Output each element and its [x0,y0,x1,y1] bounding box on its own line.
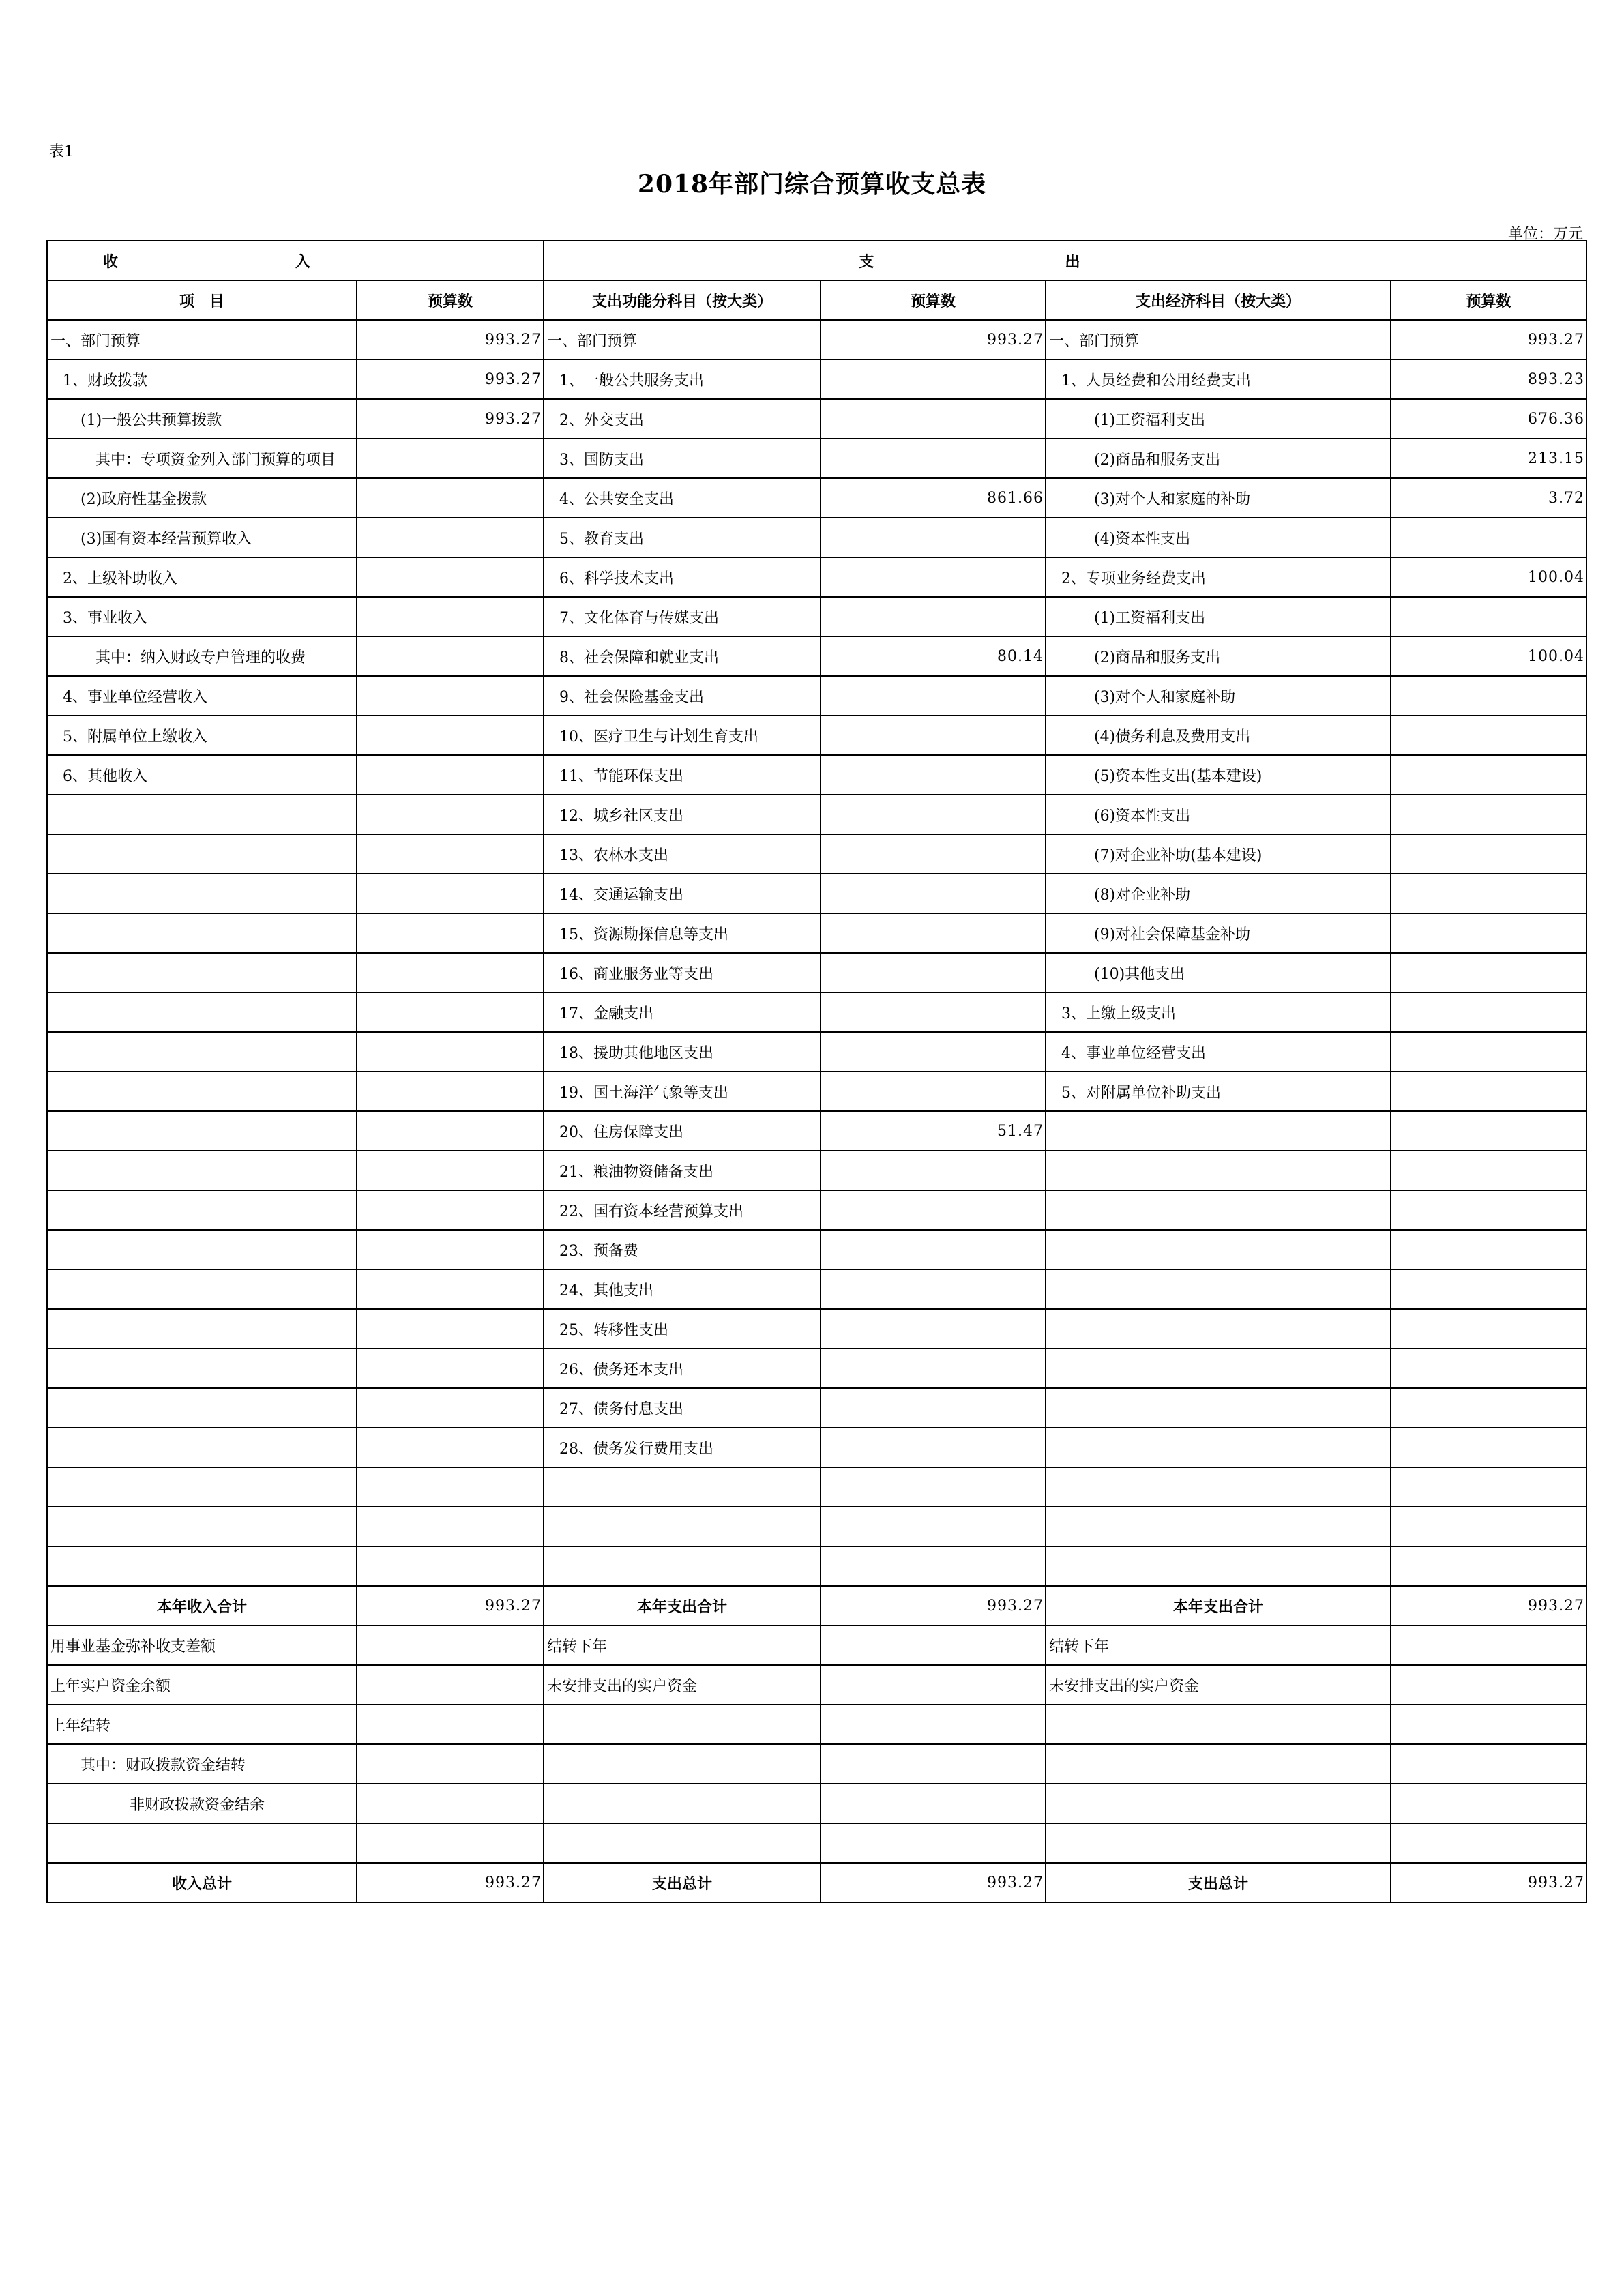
func-item-cell: 未安排支出的实户资金 [544,1665,821,1705]
income-item-cell: 其中：纳入财政专户管理的收费 [47,636,357,676]
income-item-cell: 用事业基金弥补收支差额 [47,1625,357,1665]
econ-budget-cell [1391,795,1586,834]
func-item-cell: 17、金融支出 [544,992,821,1032]
income-budget-cell [357,1111,544,1151]
econ-budget-cell [1391,1388,1586,1428]
income-item-cell [47,1467,357,1507]
func-budget-cell: 51.47 [821,1111,1046,1151]
income-budget-cell [357,1784,544,1823]
func-item-cell: 13、农林水支出 [544,834,821,874]
income-budget-cell [357,1269,544,1309]
econ-budget-cell: 3.72 [1391,478,1586,518]
func-budget-cell [821,874,1046,913]
econ-budget-cell [1391,1507,1586,1546]
econ-budget-cell [1391,913,1586,953]
income-budget-cell [357,1467,544,1507]
func-item-cell: 结转下年 [544,1625,821,1665]
table-row [47,716,1586,755]
func-item-cell: 6、科学技术支出 [544,557,821,597]
econ-item-cell [1046,1428,1391,1467]
econ-budget-cell [1391,1230,1586,1269]
func-item-cell: 28、债务发行费用支出 [544,1428,821,1467]
econ-budget-cell [1391,1309,1586,1349]
table-row [47,1744,1586,1784]
income-budget-cell [357,1744,544,1784]
func-budget-cell [821,834,1046,874]
econ-item-cell [1046,1151,1391,1190]
table-row [47,1032,1586,1072]
econ-item-cell: (2)商品和服务支出 [1046,636,1391,676]
econ-item-cell: (6)资本性支出 [1046,795,1391,834]
func-item-cell: 19、国土海洋气象等支出 [544,1072,821,1111]
col-header-item: 项 目 [47,280,357,320]
income-budget-cell [357,1665,544,1705]
econ-budget-cell: 993.27 [1391,1863,1586,1902]
table-row [47,1111,1586,1151]
econ-item-cell [1046,1546,1391,1586]
func-item-cell: 7、文化体育与传媒支出 [544,597,821,636]
econ-item-cell [1046,1784,1391,1823]
econ-budget-cell [1391,1111,1586,1151]
econ-item-cell: (1)工资福利支出 [1046,399,1391,439]
income-item-cell [47,1111,357,1151]
table-row [47,676,1586,716]
budget-table [46,240,1587,1903]
income-item-cell [47,1428,357,1467]
econ-item-cell: 本年支出合计 [1046,1586,1391,1625]
func-budget-cell [821,359,1046,399]
func-budget-cell [821,1230,1046,1269]
econ-item-cell [1046,1388,1391,1428]
func-item-cell [544,1507,821,1546]
table-row [47,834,1586,874]
func-budget-cell [821,755,1046,795]
income-budget-cell [357,1705,544,1744]
func-item-cell: 21、粮油物资储备支出 [544,1151,821,1190]
func-budget-cell [821,1190,1046,1230]
col-header-income-budget: 预算数 [357,280,544,320]
income-budget-cell: 993.27 [357,1863,544,1902]
table-row [47,874,1586,913]
income-budget-cell [357,1428,544,1467]
econ-budget-cell: 100.04 [1391,636,1586,676]
econ-budget-cell [1391,992,1586,1032]
econ-budget-cell [1391,1705,1586,1744]
econ-budget-cell [1391,834,1586,874]
income-item-cell: 2、上级补助收入 [47,557,357,597]
econ-budget-cell [1391,1428,1586,1467]
func-budget-cell: 861.66 [821,478,1046,518]
func-budget-cell [821,795,1046,834]
income-budget-cell [357,1032,544,1072]
func-budget-cell [821,1032,1046,1072]
income-item-cell: 本年收入合计 [47,1586,357,1625]
econ-item-cell: 一、部门预算 [1046,320,1391,359]
table-row [47,1507,1586,1546]
func-budget-cell [821,1784,1046,1823]
func-item-cell [544,1784,821,1823]
econ-budget-cell [1391,1784,1586,1823]
income-budget-cell [357,834,544,874]
econ-budget-cell [1391,1349,1586,1388]
econ-budget-cell [1391,953,1586,992]
income-budget-cell [357,1072,544,1111]
col-header-func-budget: 预算数 [821,280,1046,320]
func-item-cell: 一、部门预算 [544,320,821,359]
func-item-cell [544,1705,821,1744]
income-budget-cell [357,1230,544,1269]
econ-budget-cell [1391,716,1586,755]
func-budget-cell [821,913,1046,953]
income-group-label: 收入 [103,252,488,271]
table-row [47,399,1586,439]
income-budget-cell [357,557,544,597]
income-budget-cell [357,1151,544,1190]
func-item-cell: 2、外交支出 [544,399,821,439]
table-row [47,1309,1586,1349]
expense-group-label: 支出 [859,252,1271,271]
func-budget-cell [821,1349,1046,1388]
income-item-cell [47,1269,357,1309]
func-budget-cell [821,953,1046,992]
col-header-econ: 支出经济科目（按大类） [1046,280,1391,320]
econ-budget-cell [1391,1151,1586,1190]
income-item-cell [47,1546,357,1586]
col-header-func: 支出功能分科目（按大类） [544,280,821,320]
func-budget-cell [821,716,1046,755]
econ-item-cell [1046,1744,1391,1784]
table-row [47,913,1586,953]
expense-group-header [544,241,1586,280]
table-row [47,1784,1586,1823]
func-budget-cell: 993.27 [821,320,1046,359]
func-budget-cell [821,518,1046,557]
func-budget-cell [821,1467,1046,1507]
econ-budget-cell: 100.04 [1391,557,1586,597]
econ-budget-cell: 993.27 [1391,1586,1586,1625]
econ-item-cell [1046,1309,1391,1349]
func-item-cell: 3、国防支出 [544,439,821,478]
table-row [47,1665,1586,1705]
econ-budget-cell: 993.27 [1391,320,1586,359]
func-item-cell: 10、医疗卫生与计划生育支出 [544,716,821,755]
income-budget-cell [357,597,544,636]
table-row [47,359,1586,399]
econ-item-cell: (7)对企业补助(基本建设) [1046,834,1391,874]
income-budget-cell [357,1823,544,1863]
econ-budget-cell [1391,874,1586,913]
econ-item-cell: 3、上缴上级支出 [1046,992,1391,1032]
income-budget-cell [357,1625,544,1665]
income-budget-cell: 993.27 [357,399,544,439]
econ-item-cell: 支出总计 [1046,1863,1391,1902]
func-budget-cell [821,992,1046,1032]
income-item-cell [47,1388,357,1428]
func-item-cell: 14、交通运输支出 [544,874,821,913]
func-budget-cell [821,1823,1046,1863]
income-budget-cell [357,992,544,1032]
table-row [47,755,1586,795]
income-item-cell: 其中：财政拨款资金结转 [47,1744,357,1784]
income-item-cell: 其中：专项资金列入部门预算的项目 [47,439,357,478]
econ-budget-cell [1391,755,1586,795]
table-row [47,518,1586,557]
table-row [47,953,1586,992]
table-row [47,557,1586,597]
func-item-cell: 9、社会保险基金支出 [544,676,821,716]
econ-budget-cell [1391,597,1586,636]
table-row [47,1151,1586,1190]
table-row [47,1388,1586,1428]
income-item-cell [47,1151,357,1190]
econ-item-cell: (9)对社会保障基金补助 [1046,913,1391,953]
unit-label: 单位：万元 [1507,226,1583,243]
table-row [47,1467,1586,1507]
func-item-cell: 8、社会保障和就业支出 [544,636,821,676]
func-budget-cell [821,1309,1046,1349]
func-budget-cell: 80.14 [821,636,1046,676]
econ-item-cell: 5、对附属单位补助支出 [1046,1072,1391,1111]
econ-item-cell [1046,1349,1391,1388]
income-item-cell [47,1309,357,1349]
table-row [47,1625,1586,1665]
table-row [47,478,1586,518]
func-item-cell [544,1823,821,1863]
income-budget-cell [357,795,544,834]
econ-budget-cell [1391,1665,1586,1705]
func-budget-cell [821,1151,1046,1190]
table-row [47,1190,1586,1230]
func-item-cell: 支出总计 [544,1863,821,1902]
func-budget-cell: 993.27 [821,1586,1046,1625]
income-budget-cell [357,1349,544,1388]
func-item-cell: 15、资源勘探信息等支出 [544,913,821,953]
income-item-cell: 上年实户资金余额 [47,1665,357,1705]
income-item-cell: 上年结转 [47,1705,357,1744]
func-budget-cell [821,439,1046,478]
econ-budget-cell [1391,1546,1586,1586]
income-budget-cell [357,439,544,478]
func-budget-cell [821,1665,1046,1705]
econ-item-cell: (4)资本性支出 [1046,518,1391,557]
func-item-cell: 12、城乡社区支出 [544,795,821,834]
income-budget-cell [357,716,544,755]
income-budget-cell: 993.27 [357,320,544,359]
econ-item-cell: (3)对个人和家庭补助 [1046,676,1391,716]
func-budget-cell [821,1705,1046,1744]
econ-budget-cell [1391,1190,1586,1230]
func-item-cell: 27、债务付息支出 [544,1388,821,1428]
func-budget-cell [821,1744,1046,1784]
income-budget-cell [357,478,544,518]
income-budget-cell [357,518,544,557]
income-budget-cell [357,874,544,913]
econ-item-cell: (5)资本性支出(基本建设) [1046,755,1391,795]
econ-budget-cell [1391,1823,1586,1863]
func-item-cell: 22、国有资本经营预算支出 [544,1190,821,1230]
func-item-cell [544,1744,821,1784]
func-budget-cell [821,1546,1046,1586]
income-item-cell: (2)政府性基金拨款 [47,478,357,518]
func-budget-cell [821,1388,1046,1428]
column-header-row [47,280,1586,320]
income-item-cell [47,1349,357,1388]
econ-item-cell [1046,1467,1391,1507]
income-item-cell [47,1230,357,1269]
income-item-cell [47,1190,357,1230]
income-budget-cell [357,1388,544,1428]
func-item-cell: 23、预备费 [544,1230,821,1269]
econ-budget-cell [1391,1744,1586,1784]
table-row [47,1230,1586,1269]
func-budget-cell [821,557,1046,597]
econ-item-cell [1046,1230,1391,1269]
table-row [47,992,1586,1032]
table-row [47,795,1586,834]
income-budget-cell [357,1190,544,1230]
func-item-cell: 24、其他支出 [544,1269,821,1309]
income-budget-cell [357,636,544,676]
func-item-cell: 25、转移性支出 [544,1309,821,1349]
income-item-cell [47,992,357,1032]
income-budget-cell: 993.27 [357,359,544,399]
func-item-cell: 5、教育支出 [544,518,821,557]
func-item-cell: 1、一般公共服务支出 [544,359,821,399]
econ-budget-cell [1391,676,1586,716]
table-row [47,1705,1586,1744]
table-label: 表1 [49,143,74,160]
func-item-cell: 4、公共安全支出 [544,478,821,518]
econ-item-cell [1046,1269,1391,1309]
income-budget-cell: 993.27 [357,1586,544,1625]
table-row [47,320,1586,359]
table-row [47,1823,1586,1863]
econ-budget-cell [1391,1269,1586,1309]
table-row [47,439,1586,478]
func-budget-cell [821,1507,1046,1546]
col-header-econ-budget: 预算数 [1391,280,1586,320]
func-item-cell [544,1546,821,1586]
econ-budget-cell: 676.36 [1391,399,1586,439]
group-header-row [47,241,1586,280]
income-item-cell: 3、事业收入 [47,597,357,636]
econ-item-cell: (8)对企业补助 [1046,874,1391,913]
func-budget-cell [821,1428,1046,1467]
table-row [47,636,1586,676]
econ-item-cell: 未安排支出的实户资金 [1046,1665,1391,1705]
table-row [47,1863,1586,1902]
income-item-cell: 1、财政拨款 [47,359,357,399]
table-row [47,1586,1586,1625]
income-budget-cell [357,1546,544,1586]
econ-item-cell [1046,1823,1391,1863]
income-item-cell: 5、附属单位上缴收入 [47,716,357,755]
income-item-cell: 非财政拨款资金结余 [47,1784,357,1823]
func-budget-cell [821,597,1046,636]
econ-budget-cell [1391,1032,1586,1072]
income-item-cell [47,1507,357,1546]
econ-budget-cell: 213.15 [1391,439,1586,478]
income-item-cell [47,874,357,913]
func-item-cell: 26、债务还本支出 [544,1349,821,1388]
econ-item-cell [1046,1111,1391,1151]
econ-budget-cell [1391,1467,1586,1507]
income-item-cell: (1)一般公共预算拨款 [47,399,357,439]
econ-budget-cell [1391,1625,1586,1665]
econ-item-cell: 结转下年 [1046,1625,1391,1665]
table-row [47,1269,1586,1309]
income-budget-cell [357,1507,544,1546]
econ-item-cell: (10)其他支出 [1046,953,1391,992]
func-item-cell: 20、住房保障支出 [544,1111,821,1151]
econ-item-cell: (3)对个人和家庭的补助 [1046,478,1391,518]
func-budget-cell [821,1072,1046,1111]
func-item-cell: 16、商业服务业等支出 [544,953,821,992]
income-item-cell: 4、事业单位经营收入 [47,676,357,716]
income-group-header [47,241,544,280]
func-budget-cell [821,1625,1046,1665]
income-item-cell [47,913,357,953]
income-item-cell [47,1032,357,1072]
table-row [47,597,1586,636]
table-row [47,1072,1586,1111]
table-row [47,1546,1586,1586]
income-item-cell: 收入总计 [47,1863,357,1902]
econ-item-cell: 2、专项业务经费支出 [1046,557,1391,597]
func-budget-cell [821,676,1046,716]
table-row [47,1428,1586,1467]
income-budget-cell [357,676,544,716]
income-budget-cell [357,755,544,795]
income-item-cell [47,1072,357,1111]
income-budget-cell [357,953,544,992]
econ-item-cell [1046,1705,1391,1744]
func-budget-cell [821,399,1046,439]
func-item-cell: 11、节能环保支出 [544,755,821,795]
econ-item-cell: 4、事业单位经营支出 [1046,1032,1391,1072]
econ-item-cell [1046,1507,1391,1546]
func-item-cell: 本年支出合计 [544,1586,821,1625]
income-item-cell: 一、部门预算 [47,320,357,359]
income-item-cell [47,795,357,834]
table-row [47,1349,1586,1388]
income-budget-cell [357,1309,544,1349]
econ-item-cell: (2)商品和服务支出 [1046,439,1391,478]
income-item-cell [47,1823,357,1863]
income-item-cell: (3)国有资本经营预算收入 [47,518,357,557]
func-item-cell: 18、援助其他地区支出 [544,1032,821,1072]
econ-budget-cell [1391,1072,1586,1111]
econ-item-cell: (1)工资福利支出 [1046,597,1391,636]
func-budget-cell: 993.27 [821,1863,1046,1902]
econ-item-cell: (4)债务利息及费用支出 [1046,716,1391,755]
econ-budget-cell: 893.23 [1391,359,1586,399]
econ-item-cell [1046,1190,1391,1230]
income-item-cell [47,834,357,874]
econ-item-cell: 1、人员经费和公用经费支出 [1046,359,1391,399]
income-item-cell: 6、其他收入 [47,755,357,795]
income-budget-cell [357,913,544,953]
func-item-cell [544,1467,821,1507]
page-title: 2018年部门综合预算收支总表 [637,170,987,198]
func-budget-cell [821,1269,1046,1309]
econ-budget-cell [1391,518,1586,557]
income-item-cell [47,953,357,992]
